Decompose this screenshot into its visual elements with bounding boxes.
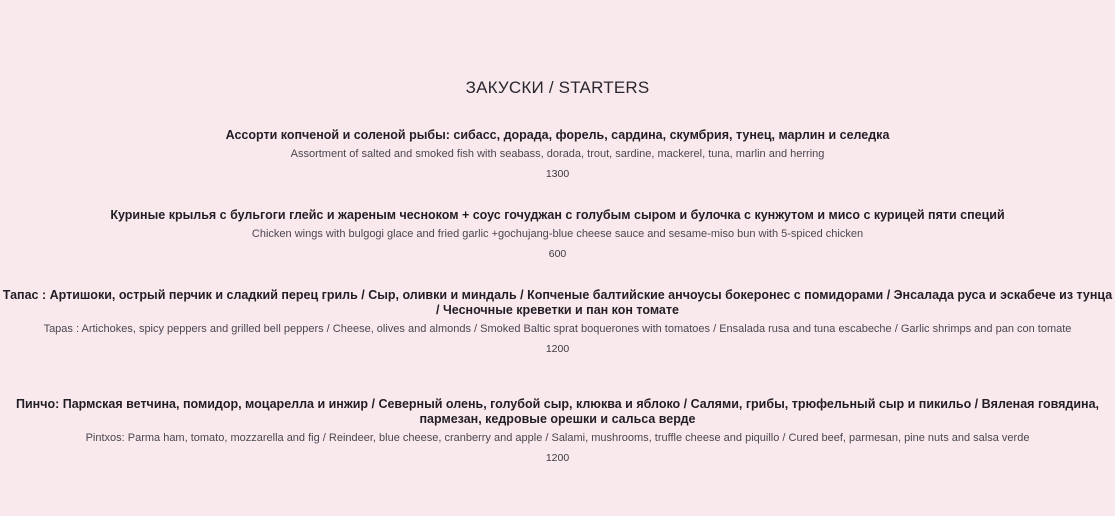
section-title: ЗАКУСКИ / STARTERS (465, 78, 650, 97)
item-name-en: Pintxos: Parma ham, tomato, mozzarella and fig / Reindeer, blue cheese, cranberry and apple / Salami, mushrooms, truffle cheese and piquillo / Cured beef, parmesan, pine nuts and salsa verde (85, 432, 1030, 444)
item-name-ru: Тапас : Артишоки, острый перчик и сладкий перец гриль / Сыр, оливки и миндаль / Копченые балтийские анчоусы бокеронес с помидорами / Энсалада руса и эскабече из тунца / Чесночные креветки и пан кон томате (2, 288, 1113, 317)
menu-item (0, 208, 1115, 261)
item-name-ru: Ассорти копченой и соленой рыбы: сибасс, дорада, форель, сардина, скумбрия, тунец, марлин и селедка (225, 128, 890, 142)
item-price: 1300 (545, 168, 570, 180)
item-price: 1200 (545, 452, 570, 464)
item-price: 600 (548, 248, 567, 260)
item-name-en: Chicken wings with bulgogi glace and fried garlic +gochujang-blue cheese sauce and sesame-miso bun with 5-spiced chicken (251, 228, 864, 240)
item-name-en: Assortment of salted and smoked fish with seabass, dorada, trout, sardine, mackerel, tuna, marlin and herring (290, 148, 825, 160)
menu-item (0, 128, 1115, 181)
item-name-en: Tapas : Artichokes, spicy peppers and grilled bell peppers / Cheese, olives and almonds / Smoked Baltic sprat boquerones with tomatoes / Ensalada rusa and tuna escabeche / Garlic shrimps and pan con tomate (43, 323, 1072, 335)
item-name-ru: Куриные крылья с бульгоги глейс и жареным чесноком + соус гочуджан с голубым сыром и булочка с кунжутом и мисо с курицей пяти специй (110, 208, 1005, 222)
item-price: 1200 (545, 343, 570, 355)
item-name-ru: Пинчо: Пармская ветчина, помидор, моцарелла и инжир / Северный олень, голубой сыр, клюква и яблоко / Салями, грибы, трюфельный сыр и пикильо / Вяленая говядина, пармезан, кедровые орешки и сальса верде (15, 397, 1100, 426)
menu-item (0, 397, 1115, 465)
menu-item (0, 288, 1115, 356)
